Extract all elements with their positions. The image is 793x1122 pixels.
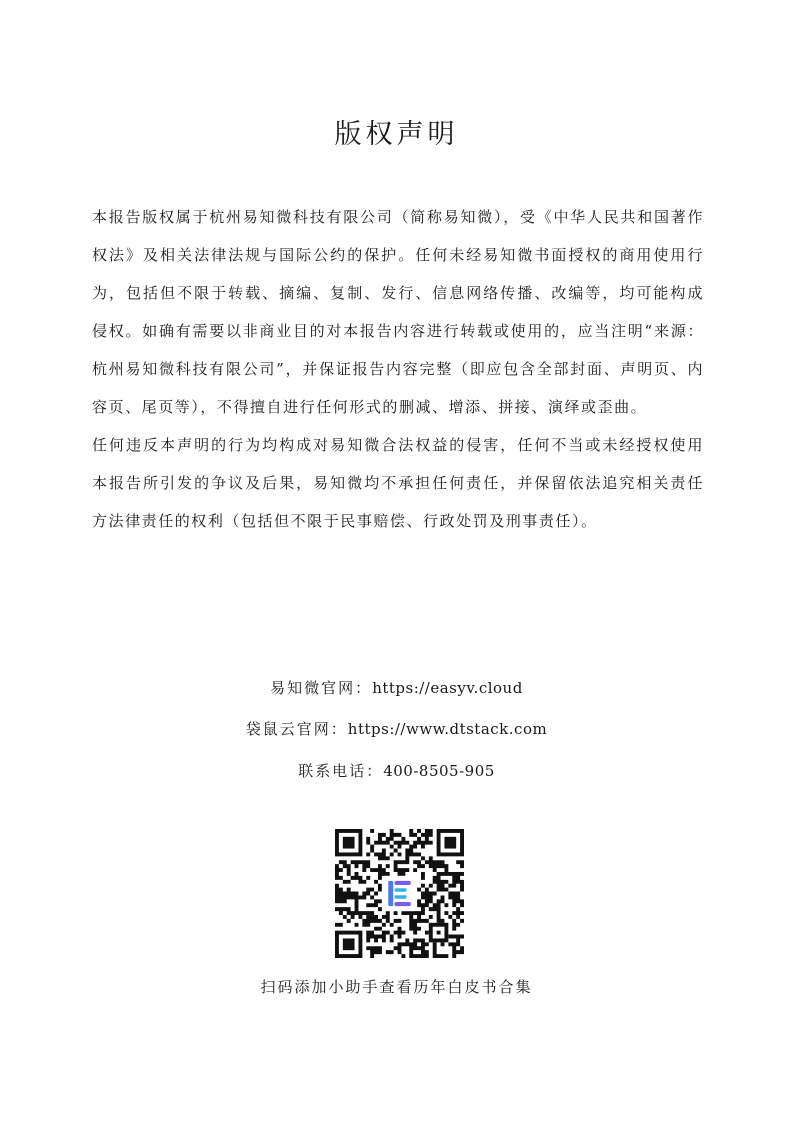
easyv-website-label: 易知微官网：	[270, 679, 373, 697]
qr-code-icon	[331, 825, 468, 962]
easyv-website-line	[0, 677, 793, 699]
phone-line	[0, 760, 793, 782]
phone-label: 联系电话：	[298, 762, 384, 780]
qr-finder-top-left-core	[343, 837, 355, 849]
logo-e-bar-top	[395, 881, 411, 885]
easyv-website-link[interactable]: https://easyv.cloud	[372, 679, 523, 697]
page-title: 版权声明	[334, 119, 459, 150]
logo-e-bar-upper-mid	[395, 888, 407, 892]
dtstack-website-link[interactable]: https://www.dtstack.com	[347, 720, 548, 738]
qr-finder-bottom-left-core	[343, 938, 355, 950]
logo-e-bar-bottom	[395, 902, 411, 906]
statement-paragraph-2: 任何违反本声明的行为均构成对易知微合法权益的侵害，任何不当或未经授权使用本报告所引发的争议及后果，易知微均不承担任何责任，并保留依法追究相关责任方法律责任的权利（包括但不限于民事赔偿、行政处罚及刑事责任）。	[92, 436, 704, 530]
dtstack-website-line	[0, 718, 793, 740]
dtstack-website-label: 袋鼠云官网：	[245, 720, 348, 738]
qr-caption: 扫码添加小助手查看历年白皮书合集	[260, 978, 533, 996]
phone-number: 400-8505-905	[383, 762, 495, 780]
statement-paragraph-1: 本报告版权属于杭州易知微科技有限公司（简称易知微），受《中华人民共和国著作权法》及相关法律法规与国际公约的保护。任何未经易知微书面授权的商用使用行为，包括但不限于转载、摘编、复制、发行、信息网络传播、改编等，均可能构成侵权。如确有需要以非商业目的对本报告内容进行转载或使用的，应当注明“来源：杭州易知微科技有限公司”，并保证报告内容完整（即应包含全部封面、声明页、内容页、尾页等），不得擅自进行任何形式的删减、增添、拼接、演绎或歪曲。	[92, 208, 704, 416]
copyright-statement	[92, 198, 704, 540]
qr-finder-top-right-core	[444, 837, 456, 849]
logo-e-bar-lower-mid	[395, 895, 407, 899]
qr-code-graphic	[331, 825, 468, 962]
qr-alignment-core	[437, 931, 441, 935]
logo-e-spine	[388, 881, 393, 906]
